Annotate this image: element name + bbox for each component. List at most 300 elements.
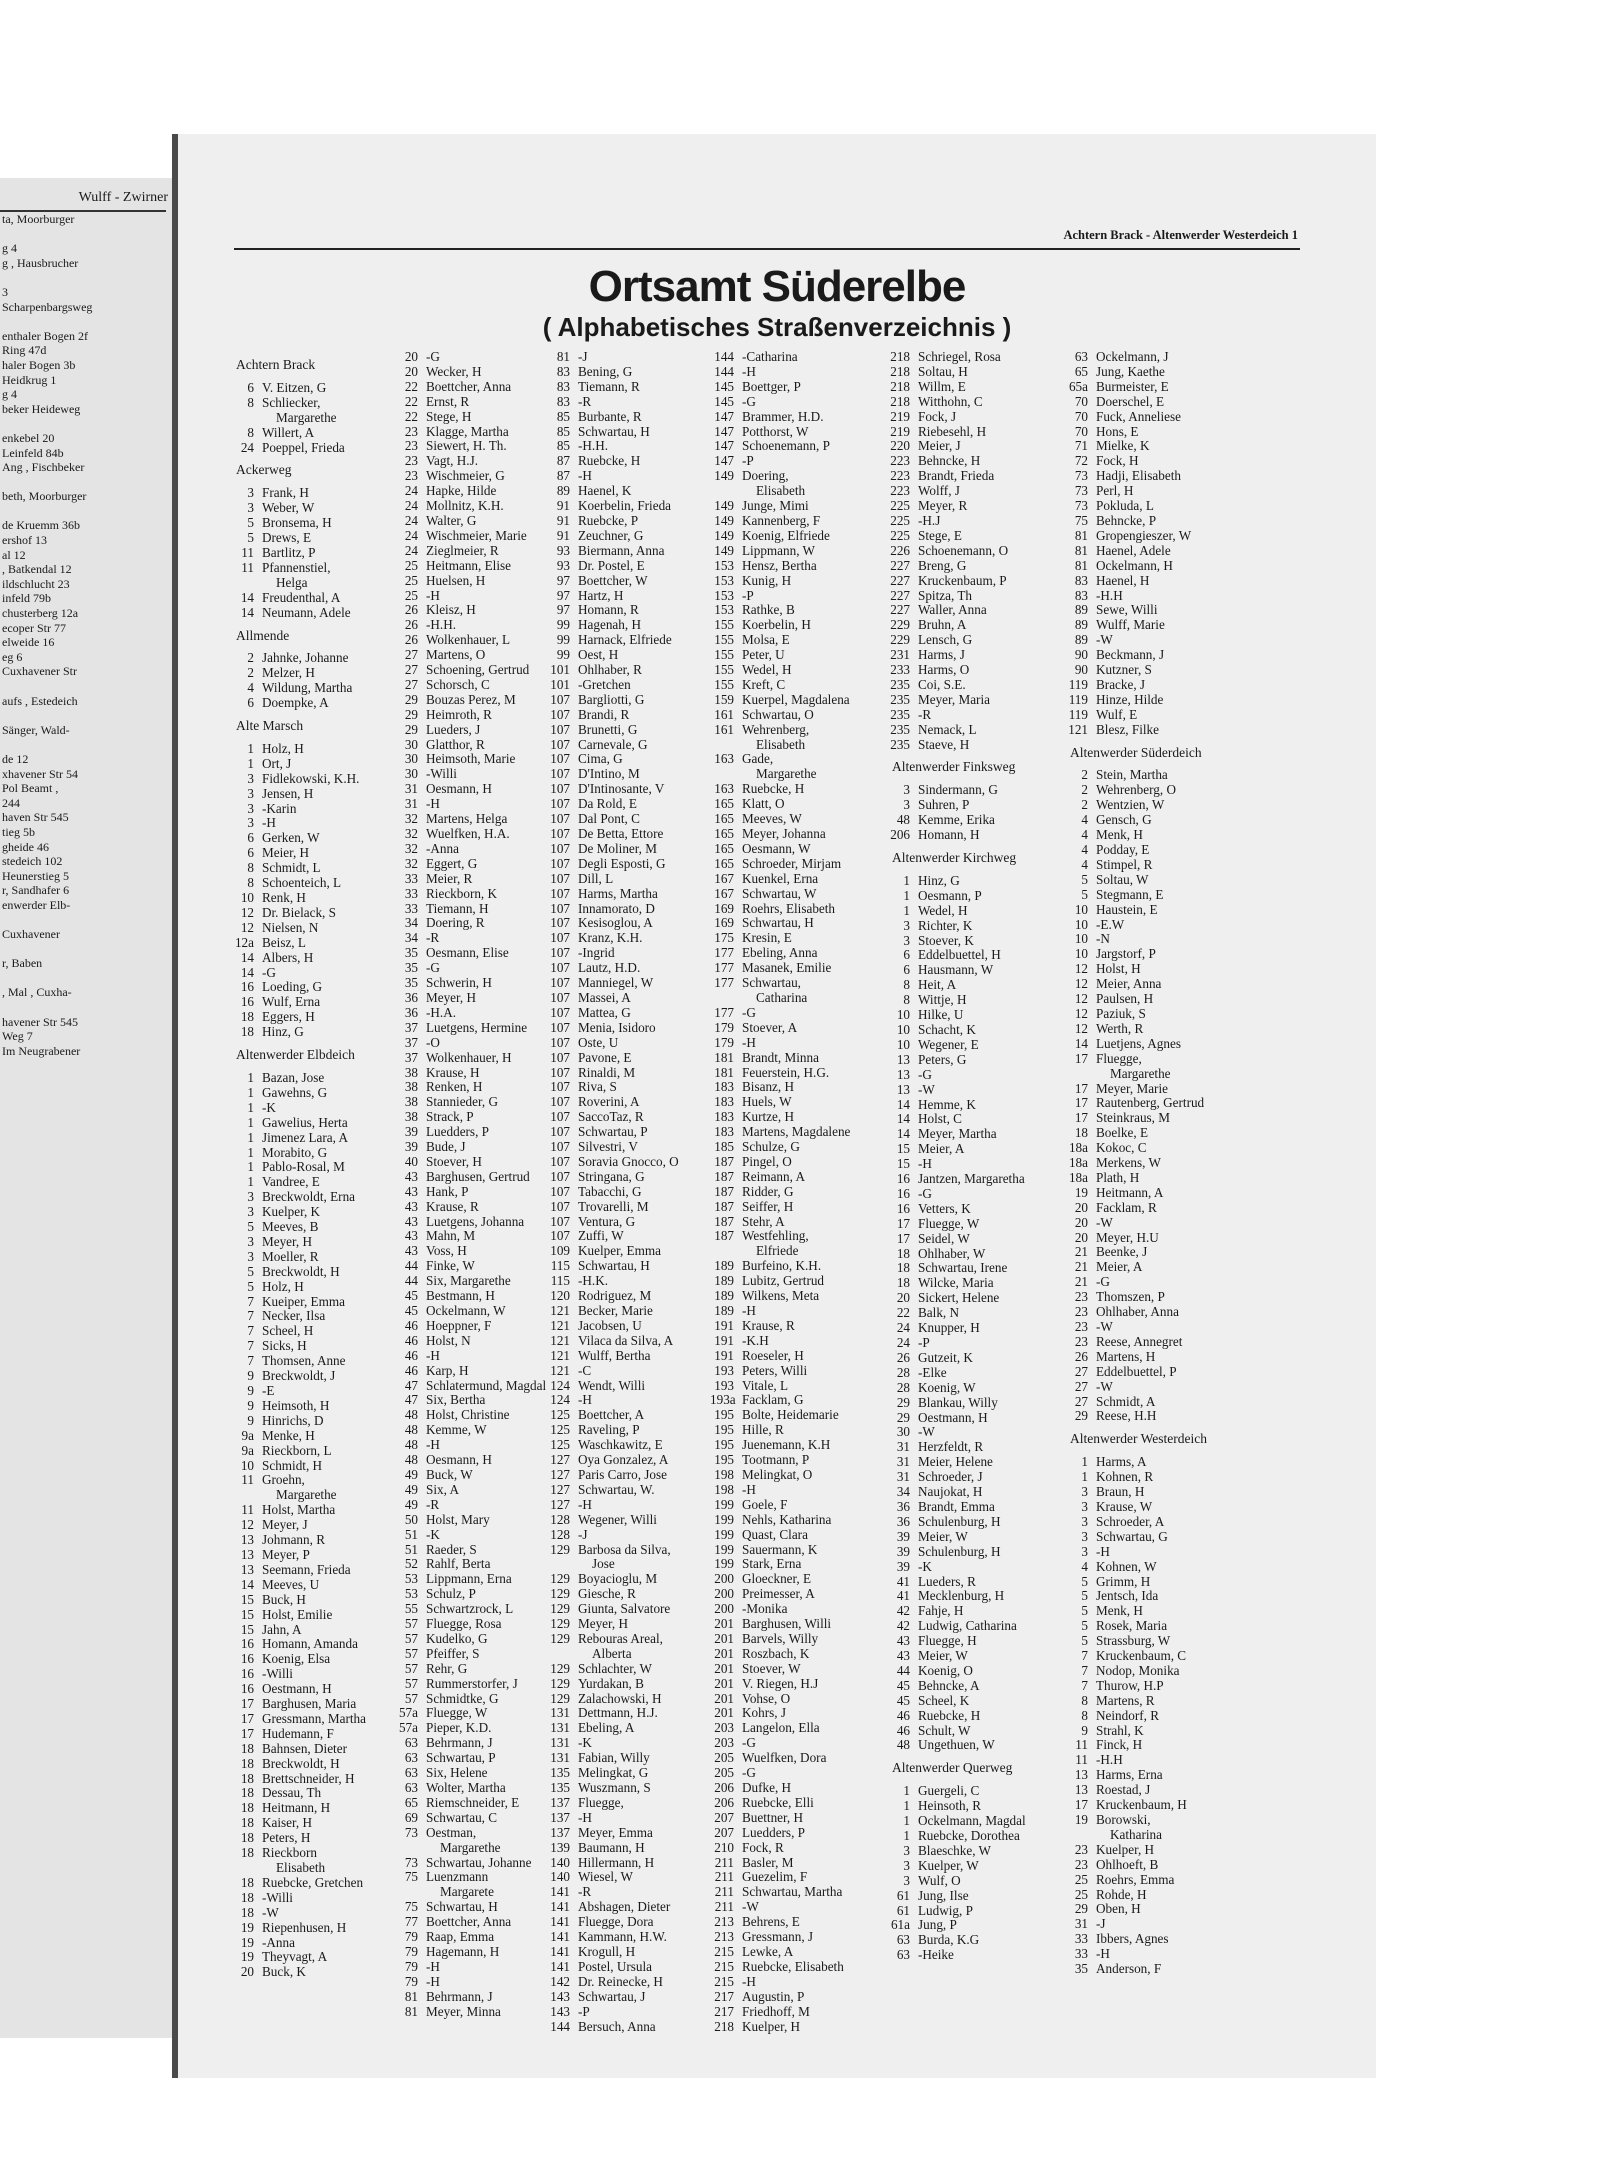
resident-entry: [394, 961, 546, 976]
resident-name: Boettcher, Anna: [426, 378, 512, 394]
resident-name: Rinaldi, M: [578, 1064, 636, 1080]
house-number: [394, 1841, 426, 1856]
resident-entry: [546, 1200, 679, 1215]
resident-name: Boettger, P: [742, 378, 801, 394]
resident-entry: [886, 1679, 1026, 1694]
house-number: 29: [896, 1394, 910, 1410]
resident-name: Bude, J: [426, 1139, 466, 1155]
resident-entry: [1064, 843, 1207, 858]
resident-name: Schacht, K: [918, 1021, 976, 1037]
resident-name: -K: [578, 1735, 592, 1751]
resident-entry: [710, 1781, 850, 1796]
resident-entry: [886, 1933, 1026, 1948]
house-number: 29: [404, 721, 418, 737]
resident-name: Ruebcke, H: [742, 781, 805, 797]
resident-name: Stege, E: [918, 527, 962, 543]
resident-entry: [1064, 1231, 1207, 1246]
resident-entry: [546, 1513, 679, 1528]
house-number: 2: [247, 665, 254, 681]
resident-name: -Willi: [262, 1666, 293, 1682]
resident-name: Blesz, Filke: [1096, 721, 1160, 737]
resident-entry: [710, 410, 850, 425]
resident-entry: [886, 1202, 1026, 1217]
resident-name: Staeve, H: [918, 736, 970, 752]
house-number: 49: [404, 1481, 418, 1497]
resident-name: Da Rold, E: [578, 796, 637, 812]
resident-name: Fidlekowski, K.H.: [262, 770, 360, 786]
resident-name: Ruebcke, Dorothea: [918, 1828, 1020, 1843]
resident-entry: [710, 1304, 850, 1319]
resident-name: Hinz, G: [262, 1024, 304, 1040]
house-number: 203: [714, 1735, 734, 1751]
resident-entry: [394, 1885, 546, 1900]
resident-entry: [1064, 858, 1207, 873]
resident-name: Homann, Amanda: [262, 1636, 358, 1652]
resident-entry: [886, 1948, 1026, 1963]
resident-entry: [230, 757, 366, 772]
resident-entry: [230, 742, 366, 757]
resident-name: Nemack, L: [918, 721, 977, 737]
resident-name: -R: [426, 930, 440, 946]
resident-entry: [1064, 1813, 1207, 1828]
house-number: 21: [1074, 1244, 1088, 1260]
house-number: 187: [714, 1153, 734, 1169]
resident-entry: [886, 1306, 1026, 1321]
resident-name: -W: [262, 1904, 279, 1920]
house-number: 24: [404, 512, 418, 528]
house-number: 75: [404, 1869, 418, 1885]
house-number: 49: [404, 1466, 418, 1482]
house-number: 18a: [1068, 1169, 1088, 1185]
resident-name: Meier, R: [426, 870, 473, 886]
house-number: 63: [896, 1947, 910, 1963]
resident-name: Ruebcke, H: [918, 1707, 981, 1723]
house-number: 26: [1074, 1348, 1088, 1364]
resident-entry: [1064, 1530, 1207, 1545]
resident-entry: [1064, 544, 1207, 559]
resident-entry: [1064, 1798, 1207, 1813]
resident-name: Schulz, P: [426, 1586, 476, 1602]
resident-entry: [394, 1915, 546, 1930]
resident-name: -R: [578, 1884, 592, 1900]
house-number: 177: [714, 945, 734, 961]
resident-entry: [1064, 454, 1207, 469]
house-number: 107: [550, 1049, 570, 1065]
resident-entry: [886, 948, 1026, 963]
resident-name: -H: [1096, 1946, 1110, 1962]
house-number: 211: [714, 1884, 734, 1900]
house-number: 210: [714, 1839, 734, 1855]
house-number: 90: [1074, 647, 1088, 663]
house-number: 35: [1074, 1961, 1088, 1977]
resident-name: Roestad, J: [1096, 1782, 1151, 1798]
resident-entry: [546, 648, 679, 663]
resident-entry: [1064, 1380, 1207, 1395]
house-number: 125: [550, 1422, 570, 1438]
resident-entry: [230, 1190, 366, 1205]
resident-entry: [1064, 1305, 1207, 1320]
resident-entry: [886, 828, 1026, 843]
resident-entry: [230, 1205, 366, 1220]
house-number: 52: [404, 1556, 418, 1572]
resident-entry: [886, 1068, 1026, 1083]
resident-entry: [394, 678, 546, 693]
resident-name: Dufke, H: [742, 1780, 792, 1795]
resident-entry: [710, 1036, 850, 1051]
resident-name: Heitmann, Elise: [426, 557, 511, 573]
resident-name: Wittje, H: [918, 992, 967, 1008]
resident-name: Meier, H: [262, 845, 310, 861]
resident-name: Holst, Mary: [426, 1511, 490, 1527]
resident-name: Manniegel, W: [578, 975, 654, 991]
house-number: 79: [404, 1929, 418, 1945]
house-number: 10: [1074, 931, 1088, 947]
resident-entry: [546, 752, 679, 767]
house-number: 57a: [398, 1705, 418, 1721]
house-number: 115: [550, 1273, 570, 1289]
resident-name: Gerken, W: [262, 830, 320, 846]
resident-name: Vagt, H.J.: [426, 453, 479, 469]
house-number: 32: [404, 840, 418, 856]
resident-name: Fuck, Anneliese: [1096, 408, 1181, 424]
resident-entry: [546, 916, 679, 931]
resident-name: Oste, U: [578, 1034, 619, 1050]
resident-name: Scheel, K: [918, 1692, 970, 1708]
resident-name: Pieper, K.D.: [426, 1720, 492, 1736]
resident-name: Peters, Willi: [742, 1362, 808, 1378]
resident-entry: [886, 544, 1026, 559]
house-number: 41: [896, 1573, 910, 1589]
resident-name: Bisanz, H: [742, 1079, 795, 1095]
house-number: 139: [550, 1839, 570, 1855]
resident-name: Elfriede: [756, 1243, 799, 1259]
house-number: 3: [247, 1189, 254, 1205]
resident-entry: [230, 1429, 366, 1444]
resident-name: Oya Gonzalez, A: [578, 1452, 669, 1468]
resident-entry: [546, 827, 679, 842]
house-number: 18: [896, 1245, 910, 1261]
house-number: 81: [1074, 527, 1088, 543]
resident-entry: [1064, 1545, 1207, 1560]
resident-name: Theyvagt, A: [262, 1949, 328, 1965]
house-number: 28: [896, 1379, 910, 1395]
house-number: 107: [550, 1213, 570, 1229]
house-number: 16: [240, 1666, 254, 1682]
house-number: [546, 1557, 578, 1572]
house-number: 23: [404, 438, 418, 454]
resident-name: Stehr, A: [742, 1213, 785, 1229]
resident-entry: [1064, 1275, 1207, 1290]
resident-name: V. Eitzen, G: [262, 379, 327, 395]
resident-entry: [230, 1712, 366, 1727]
resident-name: -Catharina: [742, 349, 798, 364]
resident-name: Seidel, W: [918, 1230, 970, 1246]
resident-name: Kuerpel, Magdalena: [742, 691, 850, 707]
previous-page-line: ildschlucht 23: [2, 576, 70, 591]
house-number: 15: [896, 1156, 910, 1172]
resident-entry: [546, 1662, 679, 1677]
resident-name: Kruckenbaum, H: [1096, 1797, 1187, 1813]
house-number: 19: [1074, 1812, 1088, 1827]
house-number: 107: [550, 1004, 570, 1020]
previous-page-line: Im Neugrabener: [2, 1043, 81, 1058]
resident-name: Wolkenhauer, L: [426, 632, 511, 648]
house-number: 45: [896, 1677, 910, 1693]
resident-entry: [1064, 589, 1207, 604]
resident-entry: [710, 1185, 850, 1200]
resident-entry: [1064, 633, 1207, 648]
resident-entry: [230, 1324, 366, 1339]
house-number: 12: [240, 904, 254, 920]
resident-name: Stimpel, R: [1096, 856, 1153, 872]
house-number: 29: [1074, 1408, 1088, 1424]
resident-entry: [394, 1408, 546, 1423]
resident-name: Tabacchi, G: [578, 1183, 642, 1199]
resident-entry: [1064, 1409, 1207, 1424]
resident-name: Finke, W: [426, 1258, 475, 1274]
resident-entry: [1064, 693, 1207, 708]
house-number: 15: [240, 1621, 254, 1637]
resident-entry: [710, 1095, 850, 1110]
resident-name: -K.H: [742, 1332, 769, 1348]
house-number: 13: [896, 1051, 910, 1067]
house-number: 13: [240, 1561, 254, 1577]
house-number: 43: [404, 1198, 418, 1214]
resident-entry: [1064, 574, 1207, 589]
resident-entry: [710, 1915, 850, 1930]
resident-name: Voss, H: [426, 1243, 467, 1259]
resident-entry: [710, 872, 850, 887]
resident-entry: [1064, 618, 1207, 633]
resident-name: Kuelper, K: [262, 1204, 321, 1220]
resident-entry: [886, 1187, 1026, 1202]
resident-entry: [886, 1112, 1026, 1127]
house-number: 93: [556, 557, 570, 573]
house-number: 10: [896, 1021, 910, 1037]
resident-entry: [546, 723, 679, 738]
resident-entry: [886, 723, 1026, 738]
resident-entry: [886, 919, 1026, 934]
resident-name: Stegmann, E: [1096, 886, 1164, 902]
resident-entry: [394, 1721, 546, 1736]
previous-page-line: beth, Moorburger: [2, 489, 87, 504]
resident-name: Meyer, J: [262, 1517, 308, 1533]
resident-entry: [710, 1468, 850, 1483]
house-number: 200: [714, 1586, 734, 1602]
resident-entry: [394, 1811, 546, 1826]
resident-name: Renk, H: [262, 890, 306, 905]
resident-name: Schwartau, H: [578, 423, 650, 439]
resident-name: Schult, W: [918, 1722, 971, 1738]
house-number: 1: [903, 1783, 910, 1799]
resident-entry: [394, 350, 546, 365]
house-number: 63: [404, 1765, 418, 1781]
resident-entry: [710, 1766, 850, 1781]
house-number: 5: [247, 530, 254, 546]
resident-name: Krause, R: [426, 1198, 479, 1214]
resident-name: Oestmann, H: [262, 1681, 332, 1697]
house-number: 20: [404, 349, 418, 364]
resident-entry: [546, 1170, 679, 1185]
house-number: 3: [1081, 1498, 1088, 1514]
resident-name: Ohlhaber, W: [918, 1245, 986, 1261]
resident-name: Guezelim, F: [742, 1869, 808, 1885]
resident-entry: [230, 1846, 366, 1861]
resident-name: Wildung, Martha: [262, 680, 353, 696]
house-number: 13: [240, 1532, 254, 1548]
resident-entry: [1064, 1171, 1207, 1186]
resident-name: Zieglmeier, R: [426, 542, 499, 558]
resident-name: Thurow, H.P: [1096, 1677, 1164, 1693]
resident-name: -P: [918, 1335, 930, 1350]
house-number: 57: [404, 1690, 418, 1706]
resident-name: Bestmann, H: [426, 1288, 495, 1304]
house-number: 198: [714, 1481, 734, 1497]
house-number: 81: [1074, 557, 1088, 573]
resident-name: Nielsen, N: [262, 919, 319, 935]
resident-entry: [546, 559, 679, 574]
resident-name: -H.H: [1096, 587, 1123, 603]
house-number: 48: [896, 812, 910, 828]
resident-entry: [546, 1781, 679, 1796]
resident-name: Schwartau, H: [426, 1899, 498, 1915]
resident-entry: [546, 1304, 679, 1319]
house-number: 121: [550, 1317, 570, 1333]
house-number: 107: [550, 840, 570, 856]
resident-entry: [230, 441, 366, 456]
resident-entry: [1064, 1365, 1207, 1380]
resident-entry: [886, 1008, 1026, 1023]
resident-entry: [710, 1229, 850, 1244]
resident-name: Ort, J: [262, 755, 292, 771]
resident-entry: [1064, 1096, 1207, 1111]
resident-entry: [886, 963, 1026, 978]
resident-name: Schulenburg, H: [918, 1543, 1001, 1559]
resident-name: -G: [742, 1735, 756, 1751]
resident-name: Drews, E: [262, 530, 312, 546]
resident-entry: [710, 1602, 850, 1617]
resident-entry: [710, 380, 850, 395]
house-number: 16: [240, 1636, 254, 1652]
resident-name: Wendt, Willi: [578, 1377, 646, 1393]
street-heading: Altenwerder Querweg: [892, 1760, 1013, 1776]
house-number: 107: [550, 945, 570, 961]
directory-column-4: [710, 350, 850, 2034]
resident-name: Wulf, O: [918, 1872, 961, 1888]
house-number: 18: [240, 1770, 254, 1786]
resident-entry: [230, 1757, 366, 1772]
house-number: 3: [1081, 1513, 1088, 1529]
resident-entry: [710, 1319, 850, 1334]
previous-page-line: [2, 314, 178, 329]
previous-page-line: haler Bogen 3b: [2, 357, 76, 372]
resident-entry: [394, 782, 546, 797]
house-number: 30: [404, 751, 418, 767]
resident-entry: [1064, 1260, 1207, 1275]
resident-entry: [1064, 977, 1207, 992]
house-number: 83: [556, 363, 570, 379]
resident-entry: [886, 350, 1026, 365]
house-number: 31: [404, 781, 418, 797]
resident-name: -Anna: [262, 1934, 295, 1950]
resident-name: Meeves, U: [262, 1576, 320, 1592]
house-number: 24: [404, 542, 418, 558]
house-number: 124: [550, 1377, 570, 1393]
house-number: [230, 1861, 262, 1876]
house-number: 57: [404, 1645, 418, 1661]
resident-entry: [1064, 663, 1207, 678]
resident-name: Heinsoth, R: [918, 1798, 982, 1814]
resident-entry: [710, 1244, 850, 1259]
resident-name: Renken, H: [426, 1079, 483, 1095]
house-number: 201: [714, 1675, 734, 1691]
resident-entry: [394, 1006, 546, 1021]
resident-entry: [394, 1453, 546, 1468]
resident-name: Meyer, H: [426, 989, 477, 1005]
resident-entry: [394, 1617, 546, 1632]
resident-entry: [710, 499, 850, 514]
resident-entry: [886, 904, 1026, 919]
street-heading: Altenwerder Süderdeich: [1070, 744, 1202, 760]
house-number: 63: [404, 1750, 418, 1766]
resident-entry: [394, 931, 546, 946]
resident-name: -G: [918, 1185, 932, 1201]
house-number: 87: [556, 453, 570, 469]
resident-entry: [230, 516, 366, 531]
house-number: 3: [903, 797, 910, 813]
house-number: 23: [1074, 1304, 1088, 1320]
house-number: 12: [1074, 1005, 1088, 1021]
resident-name: Pokluda, L: [1096, 498, 1154, 514]
resident-entry: [394, 589, 546, 604]
directory-column-5: [886, 350, 1026, 1963]
resident-entry: [546, 1677, 679, 1692]
resident-entry: [546, 1080, 679, 1095]
resident-name: Krause, R: [742, 1317, 795, 1333]
house-number: 18: [896, 1275, 910, 1291]
resident-entry: [546, 946, 679, 961]
resident-entry: [394, 1856, 546, 1871]
house-number: 189: [714, 1273, 734, 1289]
house-number: 48: [404, 1437, 418, 1453]
house-number: 107: [550, 766, 570, 782]
house-number: 189: [714, 1258, 734, 1274]
resident-entry: [546, 1006, 679, 1021]
resident-entry: [1064, 1888, 1207, 1903]
resident-entry: [230, 396, 366, 411]
resident-entry: [546, 1975, 679, 1990]
resident-name: -H: [578, 1809, 592, 1825]
resident-name: -J: [1096, 1916, 1106, 1932]
house-number: 57a: [398, 1720, 418, 1736]
house-number: 13: [240, 1546, 254, 1562]
resident-name: Buck, H: [262, 1591, 306, 1607]
resident-name: Hinze, Hilde: [1096, 691, 1164, 707]
resident-name: Breckwoldt, H: [262, 1263, 340, 1279]
house-number: 25: [1074, 1886, 1088, 1902]
resident-name: Preimesser, A: [742, 1586, 815, 1602]
house-number: 38: [404, 1109, 418, 1125]
resident-entry: [230, 1667, 366, 1682]
house-number: 107: [550, 736, 570, 752]
resident-entry: [394, 469, 546, 484]
previous-page-text: [2, 212, 178, 1058]
resident-name: Meyer, P: [262, 1546, 310, 1562]
resident-name: Schwartau,: [742, 975, 801, 991]
resident-name: Masanek, Emilie: [742, 960, 832, 976]
house-number: 201: [714, 1660, 734, 1676]
resident-entry: [1064, 1111, 1207, 1126]
